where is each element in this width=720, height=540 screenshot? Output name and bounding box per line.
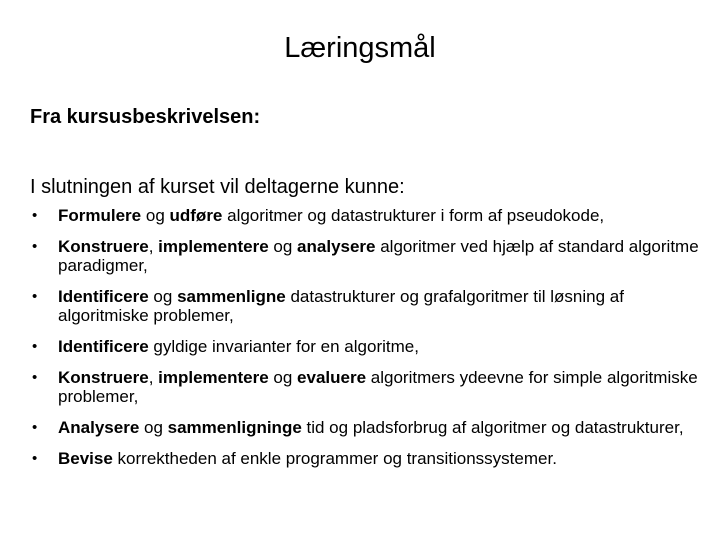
learning-goal-item (30, 287, 702, 325)
goal-keyword: implementere (158, 237, 269, 256)
goal-keyword: analysere (297, 237, 376, 256)
goal-keyword: evaluere (297, 368, 367, 387)
intro-text: I slutningen af kurset vil deltagerne kunne: (30, 176, 405, 198)
goal-text: og (141, 206, 170, 225)
learning-goal-item (30, 206, 702, 225)
slide-subtitle: Fra kursusbeskrivelsen: (30, 106, 261, 128)
learning-goal-item (30, 368, 702, 406)
goal-keyword: udføre (169, 206, 223, 225)
goal-keyword: Analysere (58, 418, 140, 437)
goal-text: algoritmers ydeevne for simple algoritmiske problemer, (58, 368, 698, 406)
learning-goals-list (30, 206, 702, 480)
bullet-icon: • (32, 450, 38, 467)
goal-text: algoritmer og datastrukturer i form af pseudokode, (222, 206, 605, 225)
goal-keyword: Konstruere (58, 237, 149, 256)
goal-keyword: implementere (158, 368, 269, 387)
bullet-icon: • (32, 238, 38, 255)
goal-keyword: Bevise (58, 449, 113, 468)
goal-text: gyldige invarianter for en algoritme, (148, 337, 419, 356)
goal-text: og (268, 237, 298, 256)
bullet-icon: • (32, 369, 38, 386)
goal-text: algoritmer ved hjælp af standard algoritme paradigmer, (58, 237, 699, 275)
goal-text: tid og pladsforbrug af algoritmer og datastrukturer, (301, 418, 684, 437)
learning-goal-item (30, 337, 702, 356)
goal-text: , (148, 368, 159, 387)
learning-goal-item (30, 237, 702, 275)
bullet-icon: • (32, 338, 38, 355)
goal-keyword: sammenligninge (167, 418, 302, 437)
goal-text: korrektheden af enkle programmer og transitionssystemer. (112, 449, 557, 468)
goal-keyword: Identificere (58, 337, 149, 356)
goal-keyword: sammenligne (177, 287, 286, 306)
bullet-icon: • (32, 288, 38, 305)
learning-goal-item (30, 449, 702, 468)
goal-text: datastrukturer og grafalgoritmer til løsning af algoritmiske problemer, (58, 287, 624, 325)
goal-keyword: Konstruere (58, 368, 149, 387)
goal-keyword: Formulere (58, 206, 142, 225)
goal-keyword: Identificere (58, 287, 149, 306)
bullet-icon: • (32, 207, 38, 224)
goal-text: og (268, 368, 298, 387)
goal-text: , (148, 237, 159, 256)
goal-text: og (139, 418, 168, 437)
slide-title: Læringsmål (284, 32, 436, 64)
goal-text: og (148, 287, 178, 306)
learning-goal-item (30, 418, 702, 437)
bullet-icon: • (32, 419, 38, 436)
